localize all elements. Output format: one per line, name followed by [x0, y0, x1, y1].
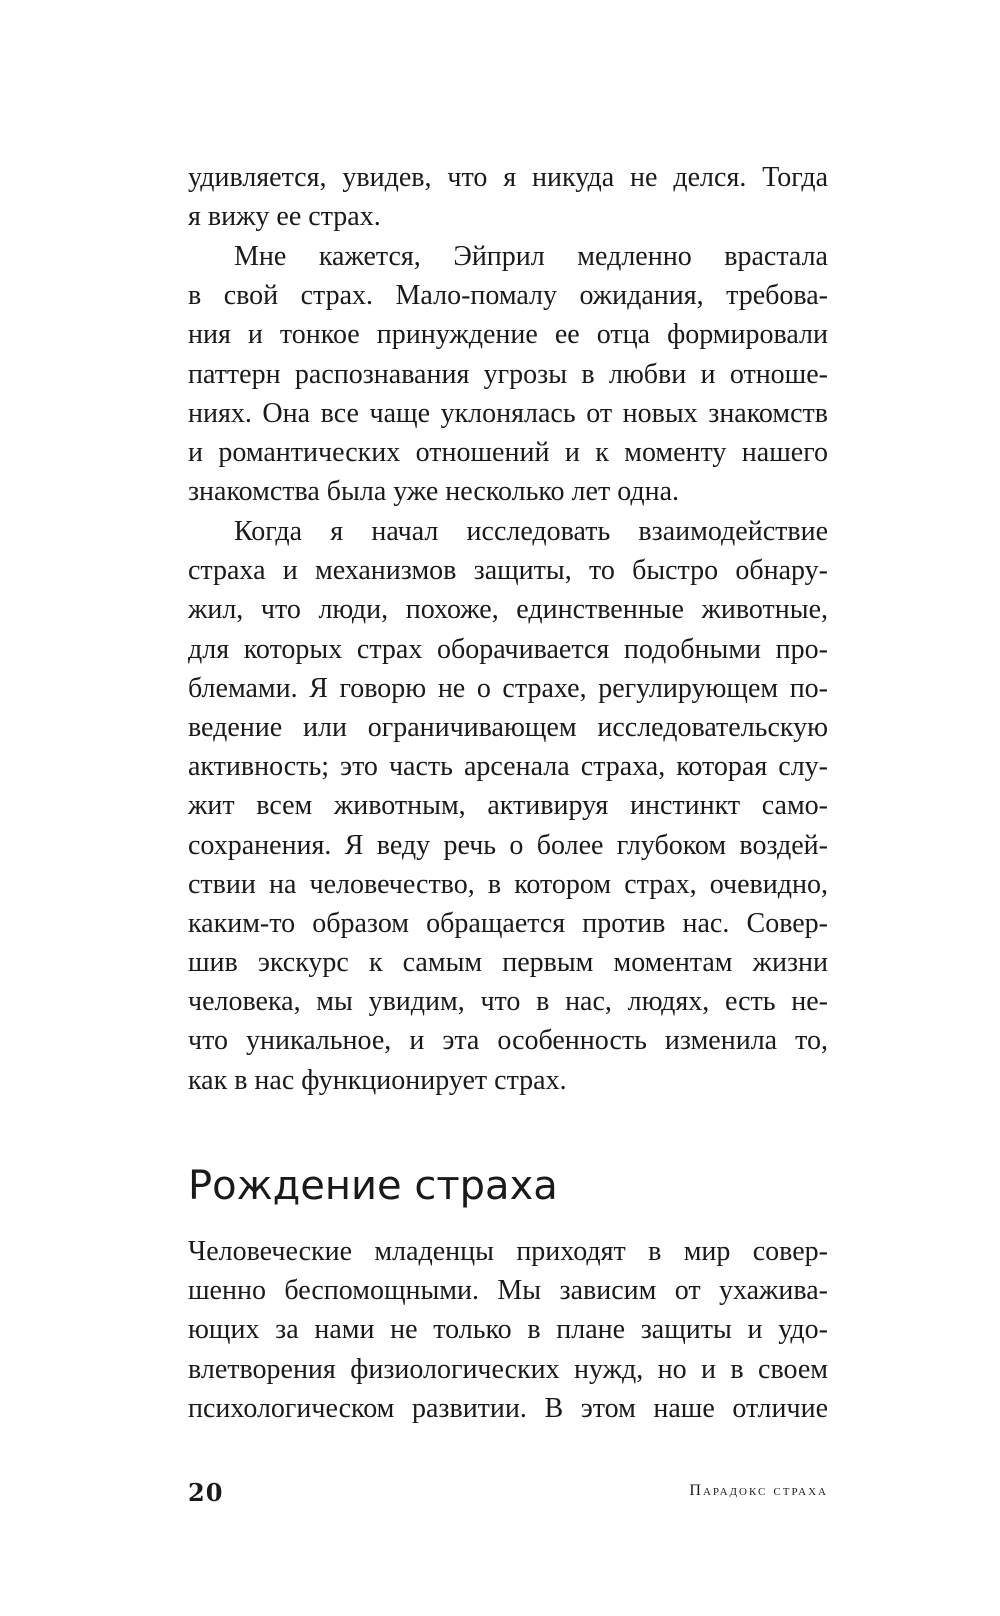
text-line: блемами. Я говорю не о страхе, регулирующем по- [188, 672, 828, 704]
text-line: ствии на человечество, в котором страх, очевидно, [188, 868, 828, 900]
text-line: что уникальное, и эта особенность изменила то, [188, 1025, 828, 1057]
paragraph-continuation [188, 158, 828, 236]
text-line: ющих за нами не только в плане защиты и удо- [188, 1314, 828, 1346]
text-line: шенно беспомощными. Мы зависим от ухажива- [188, 1275, 828, 1307]
text-line: ведение или ограничивающем исследовательскую [188, 711, 828, 743]
text-line: удивляется, увидев, что я никуда не делся. Тогда [188, 162, 828, 193]
text-line: знакомства была уже несколько лет одна. [188, 476, 680, 508]
text-line: шив экскурс к самым первым моментам жизни [188, 947, 828, 979]
section-heading: Рождение страха [188, 1163, 558, 1209]
text-line: для которых страх оборачивается подобными про- [188, 633, 828, 665]
text-line: жит всем животным, активируя инстинкт само- [188, 790, 828, 822]
text-line: человека, мы увидим, что в нас, людях, есть не- [188, 986, 828, 1018]
text-line: как в нас функционирует страх. [188, 1064, 567, 1096]
text-line: каким-то образом обращается против нас. Совер- [188, 907, 828, 939]
text-line: ния и тонкое принуждение ее отца формировали [188, 319, 828, 351]
text-line: сохранения. Я веду речь о более глубоком воздей- [188, 829, 828, 861]
text-line: Человеческие младенцы приходят в мир совер- [188, 1236, 828, 1267]
text-line: ниях. Она все чаще уклонялась от новых знакомств [188, 397, 828, 429]
text-line: жил, что люди, похоже, единственные животные, [188, 594, 828, 626]
text-line: и романтических отношений и к моменту нашего [188, 436, 828, 468]
running-head: Парадокс страха [689, 1482, 828, 1499]
text-line: страха и механизмов защиты, то быстро обнару- [188, 555, 828, 587]
text-line: активность; это часть арсенала страха, которая слу- [188, 751, 828, 783]
text-line: в свой страх. Мало-помалу ожидания, требова- [188, 280, 828, 312]
text-line: психологическом развитии. В этом наше отличие [188, 1392, 828, 1424]
text-line: Когда я начал исследовать взаимодействие [234, 516, 828, 547]
paragraph-april-fear [188, 237, 828, 511]
text-line: влетворения физиологических нужд, но и в своем [188, 1353, 828, 1385]
text-line: паттерн распознавания угрозы в любви и отноше- [188, 358, 828, 390]
page-number: 20 [188, 1478, 224, 1507]
text-line: Мне кажется, Эйприл медленно врастала [234, 241, 828, 272]
paragraph-birth-of-fear [188, 1232, 828, 1428]
text-line: я вижу ее страх. [188, 201, 381, 233]
paragraph-fear-and-defenses [188, 512, 828, 1100]
